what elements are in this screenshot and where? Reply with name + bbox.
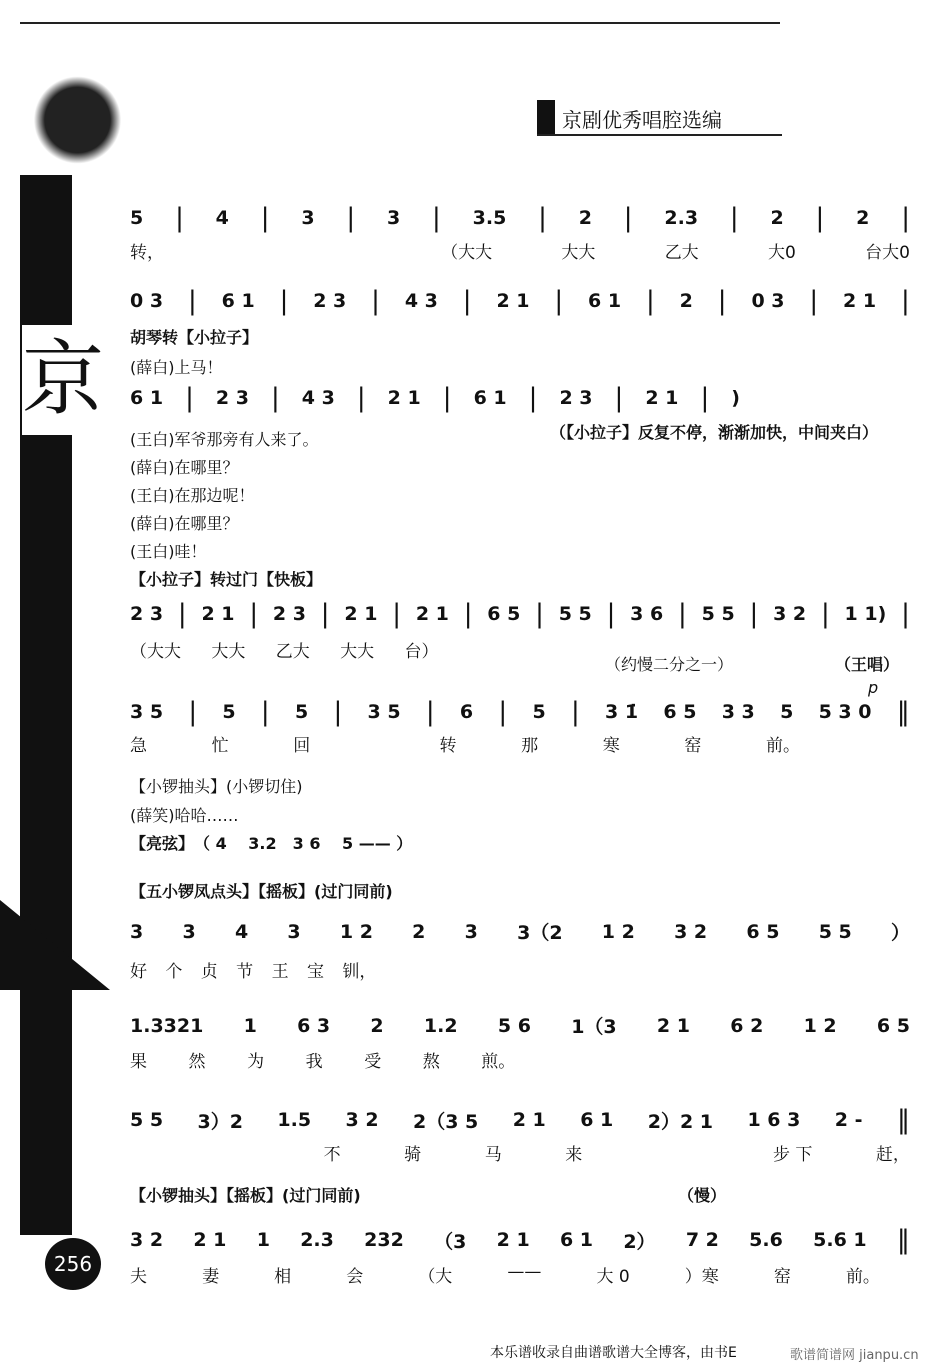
dialogue-line: (薛白)在哪里？ bbox=[130, 458, 239, 477]
bar-line: | bbox=[187, 286, 197, 316]
lyric-syllable: 马 bbox=[484, 1145, 502, 1165]
note-group: 5 6 bbox=[497, 1014, 531, 1037]
note-group: 3 2 bbox=[345, 1109, 379, 1131]
bar-line: | bbox=[901, 286, 910, 316]
note-group: 3 1̇ bbox=[605, 701, 639, 723]
note-group: 6 3 bbox=[297, 1014, 331, 1037]
dialogue-line: (王白)军爷那旁有人来了。 bbox=[130, 430, 319, 449]
lyric-syllable: 前。 bbox=[766, 736, 800, 756]
note-group: 2 - bbox=[834, 1109, 863, 1131]
notation-row-5 bbox=[130, 697, 910, 727]
lyric-syllable: 大大 bbox=[561, 243, 596, 263]
note-group: 4 3 bbox=[301, 387, 335, 409]
book-title: 京剧优秀唱腔选编 bbox=[562, 108, 722, 132]
bar-line: | bbox=[498, 697, 508, 727]
lyric-syllable: 乙大 bbox=[275, 642, 310, 662]
bar-line: | bbox=[717, 286, 727, 316]
notation-row-2 bbox=[130, 286, 910, 316]
note-group: 2 bbox=[856, 207, 870, 229]
lyric-syllable: 煎。 bbox=[481, 1052, 516, 1072]
bar-line: ‖ bbox=[896, 1105, 910, 1135]
lyric-syllable: 不 bbox=[323, 1145, 341, 1165]
lyrics-row-9 bbox=[130, 1262, 880, 1287]
title-marker bbox=[537, 100, 555, 134]
bar-line: | bbox=[270, 383, 280, 413]
lyric-syllable: 为 bbox=[247, 1052, 265, 1072]
note-group: 7 2 bbox=[685, 1229, 719, 1251]
bar-line: | bbox=[815, 203, 825, 233]
bar-line: | bbox=[570, 697, 580, 727]
lyric-syllable: 熬 bbox=[422, 1052, 440, 1072]
note-group: 2 bbox=[370, 1014, 384, 1037]
dialogue-line: (薛笑)哈哈…… bbox=[130, 806, 239, 825]
note-group: 2 3 bbox=[215, 387, 249, 409]
direction-text: 【小锣抽头】(小锣切住) bbox=[130, 777, 303, 796]
note-group: 3 bbox=[464, 920, 478, 943]
tempo-note: （约慢二分之一） bbox=[605, 655, 734, 674]
lyric-syllable: 宝 bbox=[306, 962, 324, 982]
lyric-syllable: 贞 bbox=[200, 962, 218, 982]
lyric-syllable: 好 bbox=[130, 962, 147, 982]
page-number: 256 bbox=[45, 1238, 101, 1290]
dialogue-line: (薛白)上马！ bbox=[130, 358, 223, 377]
note-group: 1 6 3 bbox=[747, 1109, 801, 1131]
lyric-syllable: 忙 bbox=[211, 736, 229, 756]
note-group: 2 1 bbox=[645, 387, 679, 409]
note-group: 0 3 bbox=[751, 290, 785, 312]
note-group: 1（3 bbox=[571, 1016, 617, 1038]
bar-line: | bbox=[528, 383, 538, 413]
note-group: 2 1 bbox=[387, 387, 421, 409]
note-group: 6 5 bbox=[876, 1014, 910, 1037]
bar-line: | bbox=[749, 599, 759, 629]
note-group: 1.5 bbox=[277, 1109, 312, 1131]
bar-line: | bbox=[623, 203, 633, 233]
side-wedge bbox=[0, 900, 110, 990]
lyric-syllable: 步 下 bbox=[772, 1145, 813, 1165]
direction-text: 【五小锣凤点头】【摇板】(过门同前) bbox=[130, 882, 393, 901]
note-group: 2 1 bbox=[415, 603, 449, 625]
lyrics-row-5 bbox=[130, 731, 800, 756]
bar-line: | bbox=[425, 697, 435, 727]
bar-line: | bbox=[333, 697, 343, 727]
lyric-syllable: 前。 bbox=[845, 1267, 880, 1287]
lyric-syllable: 果 bbox=[130, 1052, 147, 1072]
bar-line: | bbox=[809, 286, 819, 316]
note-group: 1 bbox=[256, 1229, 270, 1251]
lyric-syllable: 钏， bbox=[342, 962, 377, 982]
note-group: 2 bbox=[770, 207, 784, 229]
note-group: 6 1 bbox=[588, 290, 622, 312]
bar-line: | bbox=[606, 599, 616, 629]
direction-text: 【小锣抽头】【摇板】(过门同前) bbox=[130, 1186, 361, 1205]
note-group: 1.3321 bbox=[130, 1014, 204, 1037]
note-group: 6 1 bbox=[130, 387, 164, 409]
note-group: 2 bbox=[578, 207, 592, 229]
lyric-syllable: 来 bbox=[565, 1145, 583, 1165]
dialogue-line: (薛白)在哪里？ bbox=[130, 514, 239, 533]
note-group: 2 bbox=[412, 920, 426, 943]
bar-line: | bbox=[554, 286, 564, 316]
bar-line: | bbox=[175, 203, 184, 233]
bar-line: | bbox=[356, 383, 366, 413]
note-group: 5.6 1 bbox=[813, 1229, 867, 1251]
note-group: ) bbox=[731, 387, 740, 409]
note-group: 4 bbox=[234, 920, 249, 943]
note-group: 6 2 bbox=[730, 1014, 764, 1037]
lyric-syllable: （大大 bbox=[441, 243, 493, 263]
note-group: 5 5 bbox=[130, 1109, 164, 1131]
note-group: 3.5 bbox=[472, 207, 507, 229]
note-group: 2 3 bbox=[272, 603, 306, 625]
note-group: 6 5 bbox=[746, 920, 780, 943]
bar-line: | bbox=[535, 599, 544, 629]
note-group: 6 5 bbox=[663, 701, 697, 723]
bar-line: | bbox=[646, 286, 655, 316]
plant-illustration bbox=[30, 75, 125, 175]
lyric-syllable: 赶， bbox=[875, 1145, 910, 1165]
bar-line: | bbox=[538, 203, 547, 233]
note-group: 0 3 bbox=[130, 290, 164, 312]
note-group: 3）2 bbox=[197, 1110, 243, 1133]
percussion-row bbox=[130, 637, 560, 662]
note-group: 2 1 bbox=[496, 290, 530, 312]
bar-line: | bbox=[700, 383, 710, 413]
direction-note: （【小拉子】反复不停，渐渐加快，中间夹白） bbox=[550, 423, 879, 442]
dynamic-mark: p bbox=[868, 678, 879, 697]
site-watermark: 歌谱简谱网 jianpu.cn bbox=[790, 1348, 919, 1363]
dialogue-line: (王白)在那边呢！ bbox=[130, 486, 255, 505]
note-group: 4 bbox=[215, 207, 229, 229]
lyrics-row-7 bbox=[130, 1047, 640, 1072]
bar-line: | bbox=[820, 599, 830, 629]
note-group: 2 3 bbox=[130, 603, 164, 625]
note-group: 3 5 bbox=[367, 701, 401, 723]
lyrics-row-8 bbox=[260, 1140, 910, 1165]
top-rule bbox=[20, 22, 780, 24]
dialogue-line: (王白)哇！ bbox=[130, 542, 207, 561]
note-group: 5 5 bbox=[558, 603, 592, 625]
note-group: 3（2 bbox=[517, 922, 563, 944]
note-group: 6 1 bbox=[473, 387, 507, 409]
lyric-syllable: 大大 bbox=[340, 642, 375, 662]
note-group: 5 bbox=[222, 701, 236, 723]
note-group: 1 2 bbox=[803, 1014, 837, 1037]
bar-line: | bbox=[320, 599, 330, 629]
tempo-note: （慢） bbox=[678, 1186, 727, 1205]
note-group: 2 3 bbox=[313, 290, 347, 312]
lyrics-row-6 bbox=[130, 957, 450, 982]
note-group: ） bbox=[890, 922, 910, 944]
note-group: 2 1 bbox=[496, 1229, 530, 1251]
lyrics-row-1 bbox=[130, 238, 910, 263]
note-group: 3 3 bbox=[721, 701, 755, 723]
note-group: 2 1 bbox=[843, 290, 877, 312]
note-group: 1 2 bbox=[601, 920, 635, 943]
note-group: 3 bbox=[287, 920, 301, 943]
notation-row-9 bbox=[130, 1225, 910, 1255]
note-group: 2 1 bbox=[344, 603, 378, 625]
lyric-syllable: 大0 bbox=[767, 243, 796, 263]
note-group: 3 bbox=[386, 207, 401, 229]
note-group: 6 1 bbox=[221, 290, 255, 312]
note-group: 2 1 bbox=[512, 1109, 546, 1131]
note-group: 2 1 bbox=[656, 1014, 690, 1037]
bar-line: | bbox=[729, 203, 739, 233]
lyric-syllable: 台） bbox=[404, 642, 439, 662]
lyric-syllable: 那 bbox=[521, 736, 539, 756]
notation-row-8 bbox=[130, 1105, 910, 1135]
note-group: 5 bbox=[294, 701, 309, 723]
lyric-syllable: 夫 bbox=[130, 1267, 147, 1287]
bar-line: | bbox=[678, 599, 687, 629]
bar-line: | bbox=[188, 697, 198, 727]
lyric-syllable: 妻 bbox=[202, 1267, 220, 1287]
bar-line: ‖ bbox=[896, 697, 910, 727]
note-group: 2）2 1 bbox=[647, 1110, 713, 1133]
note-group: 5 3 0 bbox=[818, 701, 872, 723]
note-group: 2 3 bbox=[559, 387, 593, 409]
bar-line: | bbox=[614, 383, 624, 413]
bar-line: | bbox=[346, 203, 356, 233]
lyric-syllable: 急 bbox=[130, 736, 147, 756]
note-group: 3 2 bbox=[130, 1229, 164, 1251]
bar-line: | bbox=[260, 697, 270, 727]
note-group: 1 bbox=[243, 1014, 257, 1037]
direction-text: 胡琴转【小拉子】 bbox=[130, 328, 259, 347]
lyric-syllable: 乙大 bbox=[664, 243, 699, 263]
note-group: 2 bbox=[679, 290, 693, 312]
footer-credit: 本乐谱收录自曲谱歌谱大全博客，由书E bbox=[490, 1345, 737, 1361]
note-group: 3 bbox=[130, 920, 144, 943]
lyric-syllable: 相 bbox=[274, 1267, 292, 1287]
direction-text: 【小拉子】转过门【快板】 bbox=[130, 570, 323, 589]
note-group: 2（3 5 bbox=[413, 1110, 479, 1133]
lyric-syllable: 会 bbox=[346, 1267, 364, 1287]
note-group: 2 1 bbox=[201, 603, 235, 625]
note-group: 6 1 bbox=[559, 1229, 594, 1251]
bar-line: | bbox=[392, 599, 401, 629]
bar-line: | bbox=[463, 599, 473, 629]
lyric-syllable: 窑 bbox=[684, 736, 702, 756]
liangxian-line: 【亮弦】 （ 4 3.2 3 6 5 —— ） bbox=[130, 834, 413, 853]
lyric-syllable: 寒 bbox=[602, 736, 620, 756]
singer-note: （王唱） bbox=[835, 655, 900, 674]
note-group: 5.6 bbox=[749, 1229, 783, 1251]
side-character: 京 bbox=[22, 325, 102, 435]
lyric-syllable: 窑 bbox=[773, 1267, 791, 1287]
note-group: 1 2 bbox=[339, 920, 373, 943]
note-group: 3 6 bbox=[630, 603, 664, 625]
note-group: 5 bbox=[130, 207, 144, 229]
notation-row-1 bbox=[130, 203, 910, 233]
lyric-syllable: 我 bbox=[305, 1052, 323, 1072]
lyric-syllable: （大大 bbox=[130, 642, 181, 662]
note-group: 3 2 bbox=[674, 920, 708, 943]
note-group: 3 bbox=[301, 207, 315, 229]
bar-line: | bbox=[177, 599, 187, 629]
note-group: 2.3 bbox=[300, 1229, 334, 1251]
note-group: 5 bbox=[780, 701, 794, 723]
lyric-syllable: 大大 bbox=[211, 642, 246, 662]
note-group: 1 1) bbox=[844, 603, 887, 625]
lyric-syllable: 个 bbox=[165, 962, 183, 982]
note-group: 3 2 bbox=[773, 603, 807, 625]
note-group: 3 bbox=[182, 920, 196, 943]
note-group: 1.2 bbox=[423, 1014, 458, 1037]
note-group: （3 bbox=[434, 1230, 467, 1253]
lyric-syllable: 转 bbox=[439, 736, 457, 756]
lyric-syllable: 然 bbox=[188, 1052, 206, 1072]
note-group: 2 1 bbox=[193, 1229, 227, 1251]
lyric-syllable: 节 bbox=[236, 962, 254, 982]
bar-line: | bbox=[442, 383, 452, 413]
bar-line: | bbox=[260, 203, 270, 233]
bar-line: | bbox=[279, 286, 289, 316]
lyric-syllable: 王 bbox=[271, 962, 289, 982]
lyric-syllable: 台大0 bbox=[865, 243, 910, 263]
bar-line: | bbox=[249, 599, 259, 629]
bar-line: | bbox=[432, 203, 441, 233]
lyric-syllable: （大 bbox=[418, 1267, 453, 1287]
lyric-syllable: 转， bbox=[130, 243, 164, 263]
title-rule bbox=[537, 134, 782, 136]
note-group: 2） bbox=[623, 1230, 656, 1253]
note-group: 6 bbox=[459, 701, 474, 723]
note-group: 4 3 bbox=[404, 290, 438, 312]
bar-line: | bbox=[371, 286, 380, 316]
notation-row-6 bbox=[130, 918, 910, 945]
notation-row-4 bbox=[130, 599, 910, 629]
notation-row-7 bbox=[130, 1012, 910, 1039]
note-group: 6 5 bbox=[487, 603, 521, 625]
bar-line: | bbox=[185, 383, 194, 413]
lyric-syllable: 回 bbox=[293, 736, 311, 756]
note-group: 2.3 bbox=[664, 207, 699, 229]
note-group: 6 1 bbox=[580, 1109, 614, 1131]
bar-line: | bbox=[462, 286, 472, 316]
lyric-syllable: —— bbox=[507, 1262, 542, 1282]
notation-row-3 bbox=[130, 383, 740, 413]
bar-line: | bbox=[901, 203, 910, 233]
note-group: 3 5 bbox=[130, 701, 164, 723]
lyric-syllable: 大 0 bbox=[596, 1267, 630, 1287]
note-group: 5 bbox=[532, 701, 546, 723]
lyric-syllable: 骑 bbox=[404, 1145, 422, 1165]
note-group: 5 5 bbox=[701, 603, 735, 625]
lyric-syllable: ）寒 bbox=[684, 1267, 719, 1287]
note-group: 232 bbox=[364, 1229, 404, 1251]
lyric-syllable: 受 bbox=[364, 1052, 382, 1072]
bar-line: | bbox=[901, 599, 910, 629]
bar-line: ‖ bbox=[896, 1225, 910, 1255]
note-group: 5 5 bbox=[818, 920, 852, 943]
